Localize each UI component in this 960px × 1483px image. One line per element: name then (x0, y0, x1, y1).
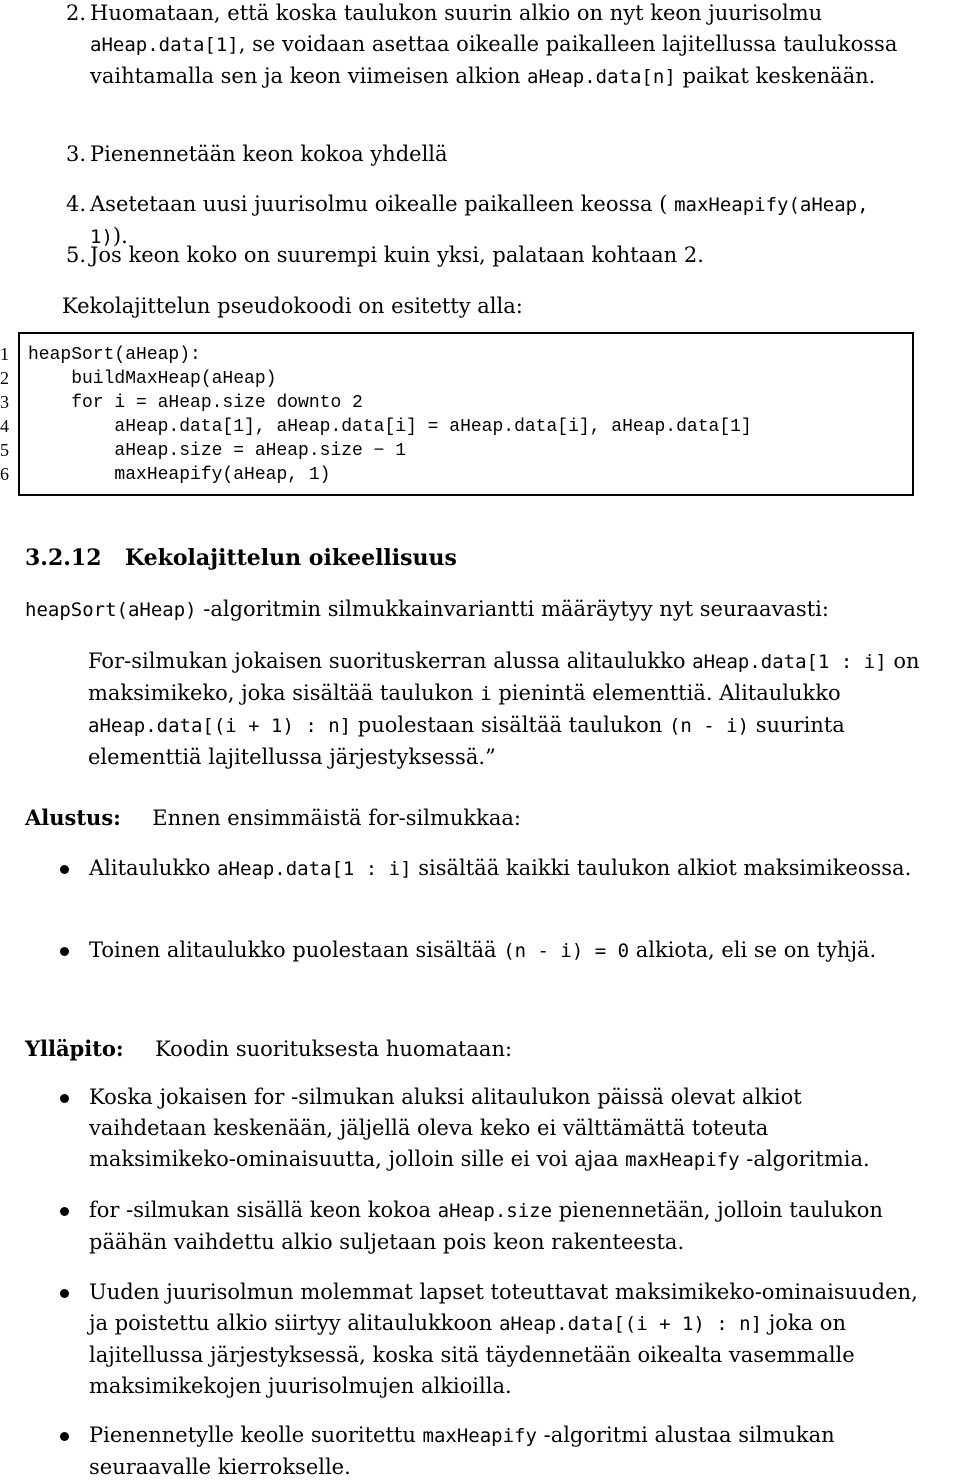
inline-code: aHeap.data[1 : i] (692, 651, 887, 673)
step-text (90, 139, 912, 170)
inline-code: aHeap.data[n] (527, 66, 676, 88)
initialization-label: Alustus: (25, 805, 121, 830)
maintenance-paragraph (25, 1033, 512, 1065)
inline-code: aHeap.data[1] (90, 34, 239, 56)
bullet-icon (60, 1094, 69, 1103)
inline-code: (n - i) = 0 (503, 940, 630, 962)
step-number: 5. (65, 243, 86, 267)
text-run: joka on lajitellussa järjestyksessä, koska sitä täydennetään oikealta vasemmalle maksimikekojen juurisolmujen alkioilla. (89, 1311, 855, 1398)
code-line-number: 5 (0, 440, 9, 460)
text-run: for -silmukan sisällä keon kokoa (89, 1198, 438, 1222)
bullet-icon (60, 1289, 69, 1298)
text-run: -algoritmi alustaa silmukan seuraavalle kierrokselle. (89, 1423, 835, 1479)
list-item-text (89, 1195, 920, 1258)
code-line-number: 3 (0, 392, 9, 412)
maintenance-text: Koodin suorituksesta huomataan: (155, 1037, 513, 1061)
inline-code: aHeap.size (437, 1200, 553, 1222)
maintenance-label: Ylläpito: (25, 1036, 124, 1061)
step-text (90, 0, 912, 93)
inline-code: aHeap.data[(i + 1) : n] (88, 715, 352, 737)
step-5 (52, 240, 912, 271)
text-run: , se voidaan asettaa oikealle paikalleen lajitellussa taulukossa vaihtamalla sen ja keon viimeisen alkion (90, 32, 898, 88)
code-line: aHeap.data[1], aHeap.data[i] = aHeap.data[i], aHeap.data[1] (28, 417, 752, 437)
bullet-icon (60, 1207, 69, 1216)
text-run: sisältää kaikki taulukon alkiot maksimikeossa. (411, 856, 912, 880)
step-text (90, 240, 912, 271)
text-run: For-silmukan jokaisen suorituskerran alussa alitaulukko (88, 649, 693, 673)
text-run: on maksimikeko, joka sisältää taulukon (88, 649, 920, 705)
code-line: heapSort(aHeap): (28, 345, 201, 365)
list-item (60, 1195, 920, 1258)
code-line: buildMaxHeap(aHeap) (28, 369, 277, 389)
list-item-text (89, 1082, 920, 1176)
step-number: 3. (65, 142, 86, 166)
step-number: 4. (65, 192, 86, 216)
list-item (60, 1277, 920, 1402)
section-heading (25, 543, 457, 574)
inline-code: maxHeapify (422, 1425, 537, 1447)
code-line: for i = aHeap.size downto 2 (28, 393, 363, 413)
step-2 (52, 0, 912, 93)
text-run: Huomataan, että koska taulukon suurin alkio on nyt keon juurisolmu (90, 1, 823, 25)
inline-code: (n - i) (668, 715, 750, 737)
text-run: paikat keskenään. (675, 64, 876, 88)
text-run: Asetetaan uusi juurisolmu oikealle paikalleen keossa ( (90, 192, 675, 216)
section-title: Kekolajittelun oikeellisuus (125, 545, 457, 571)
text-run: Pienennetään keon kokoa yhdellä (90, 142, 448, 166)
bullet-icon (60, 1432, 69, 1441)
initialization-text: Ennen ensimmäistä for-silmukkaa: (152, 806, 521, 830)
list-item-text (89, 853, 920, 885)
step-3 (52, 139, 912, 170)
bullet-icon (60, 947, 69, 956)
invariant-quote (88, 646, 928, 773)
code-line-number: 6 (0, 464, 9, 484)
bullet-icon (60, 865, 69, 874)
text-run: puolestaan sisältää taulukon (351, 713, 669, 737)
text-run: Jos keon koko on suurempi kuin yksi, palataan kohtaan 2. (90, 243, 704, 267)
text-run: alkiota, eli se on tyhjä. (629, 938, 877, 962)
text-run: pienintä elementtiä. Alitaulukko (491, 681, 841, 705)
step-number: 2. (65, 1, 86, 25)
list-item-text (89, 1277, 920, 1402)
list-item (60, 935, 920, 967)
invariant-intro (25, 594, 925, 626)
code-line-number: 1 (0, 344, 9, 364)
inline-code: maxHeapify(aHeap, 1) (90, 194, 869, 248)
text-run: pienennetään, jolloin taulukon päähän vaihdettu alkio suljetaan pois keon rakenteesta. (89, 1198, 883, 1254)
list-item-text (89, 935, 920, 967)
text-run: Alitaulukko (89, 856, 218, 880)
code-line-number: 2 (0, 368, 9, 388)
text-run: suurinta elementtiä lajitellussa järjestyksessä.” (88, 713, 845, 769)
text-run: Uuden juurisolmun molemmat lapset toteuttavat maksimikeko-ominaisuuden, ja poistettu alkio siirtyy alitaulukkoon (89, 1280, 918, 1335)
initialization-paragraph (25, 802, 521, 834)
section-number: 3.2.12 (25, 545, 102, 571)
text-run: -algoritmia. (739, 1147, 870, 1171)
inline-code: aHeap.data[(i + 1) : n] (498, 1313, 763, 1335)
inline-code: maxHeapify (625, 1149, 740, 1171)
text-run: Koska jokaisen for -silmukan aluksi alitaulukon päissä olevat alkiot vaihdetaan keskenään, jäljellä oleva keko ei välttämättä toteuta maksimikeko-ominaisuutta, jolloin sille ei voi ajaa (89, 1085, 802, 1171)
list-item (60, 1420, 920, 1483)
list-item (60, 853, 920, 885)
code-line: maxHeapify(aHeap, 1) (28, 465, 331, 485)
text-run: -algoritmin silmukkainvariantti määräytyy nyt seuraavasti: (196, 597, 829, 621)
list-item (60, 1082, 920, 1176)
pseudocode-intro: Kekolajittelun pseudokoodi on esitetty alla: (62, 294, 523, 318)
text-run: Toinen alitaulukko puolestaan sisältää (89, 938, 504, 962)
code-line-number: 4 (0, 416, 9, 436)
code-line: aHeap.size = aHeap.size − 1 (28, 441, 407, 461)
text-run: Pienennetylle keolle suoritettu (89, 1423, 423, 1447)
inline-code: i (480, 683, 492, 705)
text-run: ). (112, 224, 128, 248)
inline-code: heapSort(aHeap) (25, 599, 197, 621)
code-listing (18, 332, 914, 496)
list-item-text (89, 1420, 920, 1483)
inline-code: aHeap.data[1 : i] (217, 858, 412, 880)
